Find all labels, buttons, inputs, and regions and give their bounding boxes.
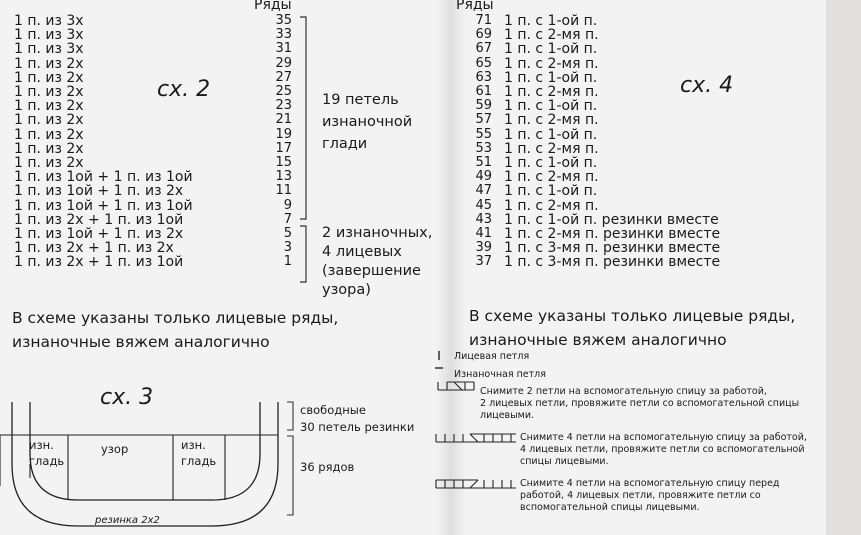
schema-2-title: сх. 2	[157, 77, 211, 102]
schema-4-row-number: 45	[475, 197, 492, 213]
rows-header-right: Ряды	[456, 0, 494, 13]
footer-note-left	[12, 306, 338, 354]
legend-line: Снимите 4 петли на вспомогательную спицу перед	[520, 478, 780, 489]
footer-note-right	[469, 304, 795, 352]
schema-4-row-number: 37	[475, 254, 492, 270]
schema-2-row-instruction: 1 п. из 2х	[14, 55, 84, 72]
schema-3-title: сх. 3	[100, 385, 154, 410]
label-rows-count: 36 рядов	[300, 460, 355, 474]
schema-4-row-number: 61	[475, 84, 492, 99]
schema-4-row-number: 51	[475, 155, 492, 170]
note-line: глади	[322, 136, 368, 152]
schema-2-row-instruction: 1 п. из 3х	[14, 13, 84, 29]
note-line: 19 петель	[322, 92, 399, 108]
cable-2x2-symbol	[438, 382, 474, 390]
label-pattern: узор	[101, 442, 129, 456]
schema-2-row-number: 7	[283, 211, 292, 227]
schema-2-row-number: 19	[275, 126, 292, 142]
schema-4-row-instruction: 1 п. с 1-ой п.	[504, 41, 598, 58]
schema-2-row-instruction: 1 п. из 2х + 1 п. из 1ой	[14, 254, 184, 271]
footer-line: изнаночные вяжем аналогично	[469, 331, 727, 349]
cable-4x4-front-symbol	[436, 480, 516, 488]
schema-4-row-number: 65	[475, 55, 492, 71]
note-pattern-end	[322, 224, 432, 300]
schema-2-row-instruction: 1 п. из 2х	[14, 140, 84, 157]
schema-4-row-instruction: 1 п. с 3-мя п. резинки вместе	[504, 240, 721, 257]
schema-4-row-instruction: 1 п. с 1-ой п.	[504, 183, 598, 200]
schema-2-row-number: 33	[275, 27, 292, 43]
legend-cable-4x4-back	[520, 432, 807, 468]
schema-2-row-instruction: 1 п. из 1ой + 1 п. из 1ой	[14, 169, 193, 186]
schema-2-row-number: 5	[283, 226, 292, 241]
schema-2-row-number: 23	[275, 98, 292, 114]
schema-4-row-instruction: 1 п. с 1-ой п.	[504, 69, 598, 86]
schema-2-row-number: 3	[283, 240, 292, 256]
schema-2-row-number: 21	[275, 112, 292, 128]
schema-2-row-number: 11	[275, 183, 292, 199]
schema-2-row-instruction: 1 п. из 2х	[14, 84, 84, 100]
legend-line: работой, 4 лицевых петли, провяжите петли со	[520, 490, 761, 501]
schema-2-row-instruction: 1 п. из 1ой + 1 п. из 2х	[14, 183, 184, 200]
schema-2-row-instruction: 1 п. из 3х	[14, 27, 84, 44]
schema-4-row-instruction: 1 п. с 2-мя п.	[504, 197, 599, 214]
label-line: гладь	[29, 454, 65, 468]
legend-line: спицы лицевыми.	[520, 456, 609, 467]
note-purl-stitches	[322, 89, 412, 155]
schema-4-row-instruction: 1 п. с 2-мя п.	[504, 112, 599, 129]
schema-2-row-instruction: 1 п. из 1ой + 1 п. из 2х	[14, 226, 184, 242]
schema-2-row-number: 1	[283, 254, 292, 270]
schema-4-row-instruction: 1 п. с 1-ой п. резинки вместе	[504, 211, 719, 228]
legend-line: вспомогательной спицы лицевыми.	[520, 502, 700, 513]
schema-4-row-number: 59	[475, 98, 492, 114]
cable-4x4-back-symbol	[436, 434, 516, 442]
schema-2-row-instruction: 1 п. из 2х + 1 п. из 1ой	[14, 211, 184, 228]
note-line: (завершение	[322, 263, 421, 279]
schema-4-row-instruction: 1 п. с 2-мя п. резинки вместе	[504, 226, 721, 242]
schema-2-row-instruction: 1 п. из 1ой + 1 п. из 1ой	[14, 197, 193, 214]
schema-2-row-instruction: 1 п. из 2х	[14, 126, 84, 143]
schema-4-title: сх. 4	[680, 73, 734, 98]
label-free-loops	[300, 402, 414, 436]
schema-2-row-number: 13	[275, 169, 292, 185]
label-purl-right	[181, 437, 216, 469]
note-line: изнаночной	[322, 114, 413, 130]
legend-line: 2 лицевых петли, провяжите петли со вспомогательной спицы	[480, 398, 800, 409]
legend-cable-4x4-front	[520, 478, 779, 514]
schema-2-row-instruction: 1 п. из 2х	[14, 155, 84, 171]
schema-4-row-number: 41	[475, 226, 492, 241]
schema-4-row-number: 55	[475, 126, 492, 142]
schema-2-row-instruction: 1 п. из 2х	[14, 69, 84, 86]
schema-4-row-instruction: 1 п. с 1-ой п.	[504, 126, 598, 143]
legend-line: 4 лицевых петли, провяжите петли со вспомогательной	[520, 444, 805, 455]
schema-4-row-instruction: 1 п. с 2-мя п.	[504, 84, 599, 100]
schema-2-row-number: 35	[275, 13, 292, 28]
legend-line: Снимите 2 петли на вспомогательную спицу за работой,	[480, 386, 767, 397]
schema-4-row-number: 69	[475, 27, 492, 43]
schema-2-row-instruction: 1 п. из 3х	[14, 41, 84, 58]
schema-2-row-number: 27	[275, 69, 292, 85]
schema-4-row-instruction: 1 п. с 2-мя п.	[504, 27, 599, 44]
schema-4-row-list	[462, 14, 826, 284]
label-line: 30 петель резинки	[300, 420, 415, 434]
rows-header-left: Ряды	[254, 0, 292, 13]
schema-4-row-number: 63	[475, 69, 492, 85]
schema-2-row-number: 15	[275, 155, 292, 170]
footer-line: В схеме указаны только лицевые ряды,	[469, 307, 796, 325]
note-line: 4 лицевых	[322, 244, 402, 260]
schema-2-row-list	[14, 14, 254, 284]
schema-2-row-number: 25	[275, 84, 292, 99]
label-line: свободные	[300, 403, 366, 417]
label-line: изн.	[29, 438, 54, 452]
schema-2-row-number: 9	[283, 197, 292, 213]
schema-4-row-number: 49	[475, 169, 492, 185]
schema-4-row-number: 57	[475, 112, 492, 128]
note-line: 2 изнаночных,	[322, 225, 433, 241]
legend-knit: Лицевая петля	[454, 351, 530, 362]
schema-4-row-number: 39	[475, 240, 492, 256]
schema-4-row-instruction: 1 п. с 3-мя п. резинки вместе	[504, 254, 721, 271]
schema-2-row-numbers	[270, 14, 300, 284]
legend-purl: Изнаночная петля	[454, 369, 546, 380]
schema-4-row-instruction: 1 п. с 2-мя п.	[504, 169, 599, 186]
legend-line: Снимите 4 петли на вспомогательную спицу за работой,	[520, 432, 807, 443]
schema-4-row-instruction: 1 п. с 1-ой п.	[504, 98, 598, 115]
schema-4-row-number: 53	[475, 140, 492, 156]
schema-2-row-instruction: 1 п. из 2х + 1 п. из 2х	[14, 240, 174, 257]
schema-4-row-instruction: 1 п. с 2-мя п.	[504, 55, 599, 72]
label-line: гладь	[181, 454, 217, 468]
schema-4-row-instruction: 1 п. с 2-мя п.	[504, 140, 599, 157]
schema-2-row-instruction: 1 п. из 2х	[14, 112, 84, 129]
schema-2-row-number: 31	[275, 41, 292, 57]
note-line: узора)	[322, 282, 371, 298]
schema-3-brackets	[285, 400, 301, 518]
label-purl-left	[29, 437, 64, 469]
schema-2-row-instruction: 1 п. из 2х	[14, 98, 84, 115]
schema-4-row-number: 47	[475, 183, 492, 199]
legend-line: лицевыми.	[480, 410, 535, 421]
schema-4-row-number: 71	[475, 13, 492, 28]
schema-4-row-number: 67	[475, 41, 492, 57]
schema-2-row-number: 17	[275, 140, 292, 156]
footer-line: изнаночные вяжем аналогично	[12, 333, 270, 351]
schema-4-row-instruction: 1 п. с 1-ой п.	[504, 13, 598, 29]
legend-cable-2x2	[480, 386, 799, 422]
next-page-edge	[826, 0, 861, 535]
schema-2-brackets	[298, 14, 310, 284]
label-ribbing: резинка 2х2	[95, 515, 160, 526]
schema-4-row-instruction: 1 п. с 1-ой п.	[504, 155, 598, 171]
schema-4-row-number: 43	[475, 211, 492, 227]
schema-2-row-number: 29	[275, 55, 292, 71]
label-line: изн.	[181, 438, 206, 452]
footer-line: В схеме указаны только лицевые ряды,	[12, 309, 339, 327]
